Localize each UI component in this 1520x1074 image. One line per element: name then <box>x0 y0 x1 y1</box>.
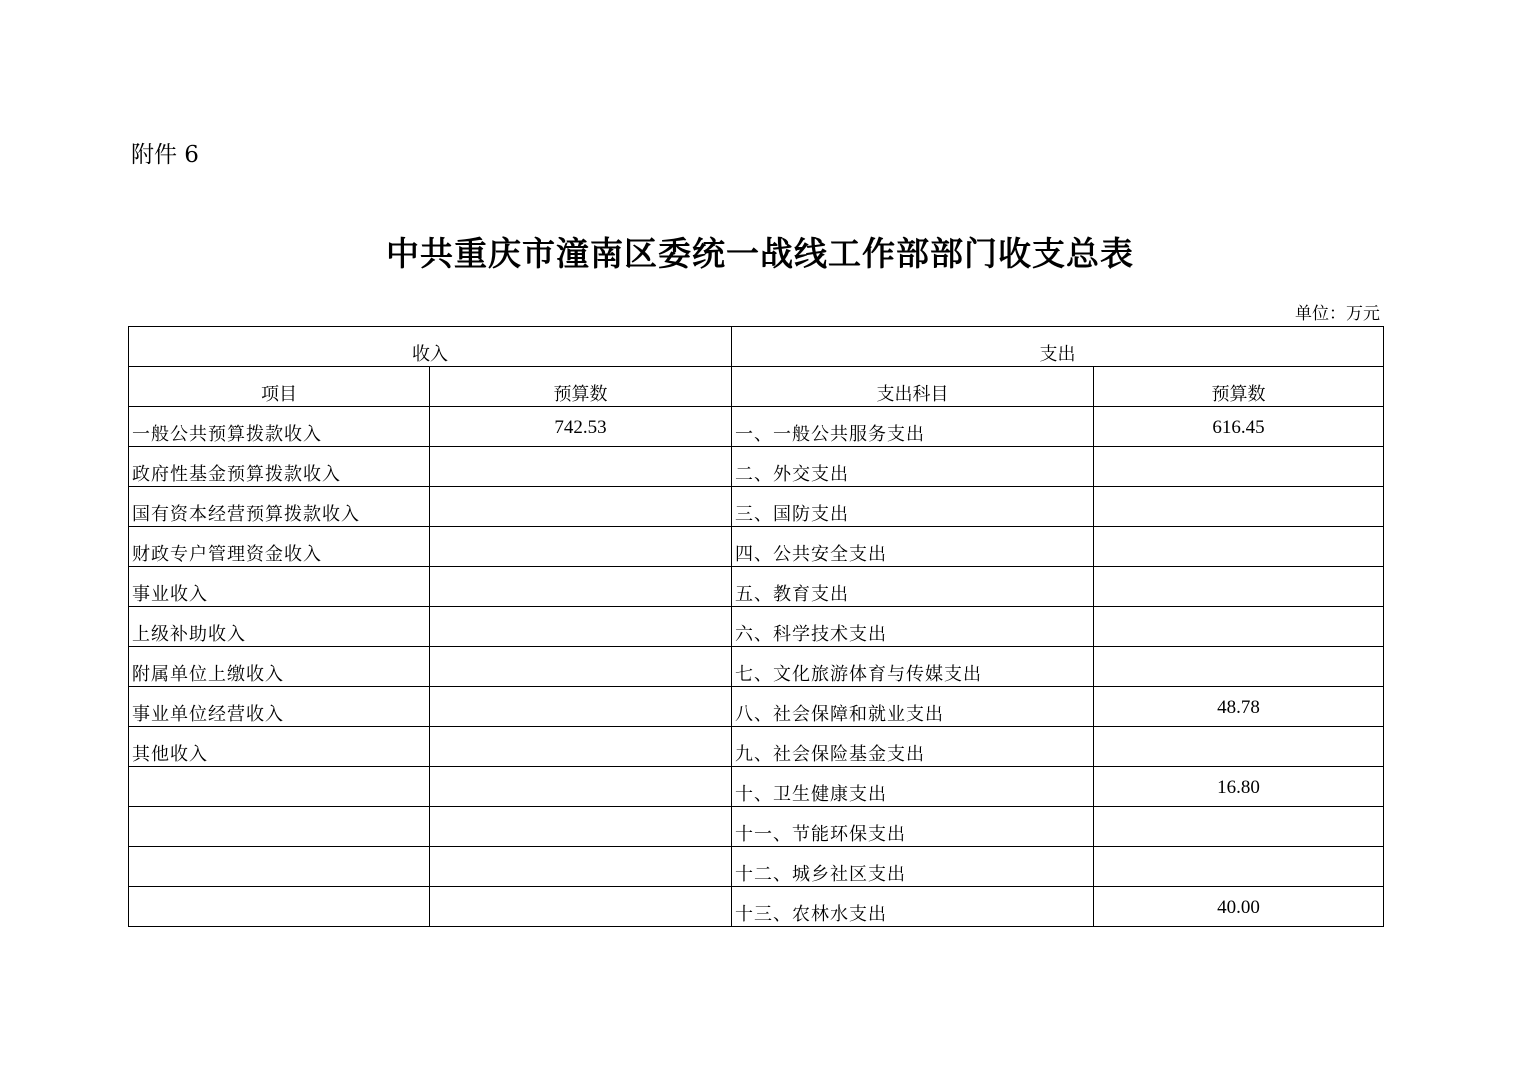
expense-amount-cell: 16.80 <box>1094 767 1384 807</box>
expense-amount-cell <box>1094 647 1384 687</box>
expense-item-cell: 五、教育支出 <box>732 567 1094 607</box>
expense-amount-cell: 40.00 <box>1094 887 1384 927</box>
item-header: 项目 <box>129 367 430 407</box>
income-item-cell: 国有资本经营预算拨款收入 <box>129 487 430 527</box>
expense-item-cell: 一、一般公共服务支出 <box>732 407 1094 447</box>
page-title: 中共重庆市潼南区委统一战线工作部部门收支总表 <box>386 234 1134 273</box>
expense-amount-cell <box>1094 527 1384 567</box>
table-row <box>129 447 1384 487</box>
table-row <box>129 887 1384 927</box>
expense-amount-cell <box>1094 487 1384 527</box>
expense-amount-cell <box>1094 567 1384 607</box>
expense-item-cell: 六、科学技术支出 <box>732 607 1094 647</box>
table-row <box>129 647 1384 687</box>
income-item-cell: 事业收入 <box>129 567 430 607</box>
income-item-cell: 上级补助收入 <box>129 607 430 647</box>
income-item-cell: 一般公共预算拨款收入 <box>129 407 430 447</box>
income-amount-cell <box>430 687 732 727</box>
income-amount-cell <box>430 767 732 807</box>
expense-amount-cell <box>1094 607 1384 647</box>
income-item-cell: 附属单位上缴收入 <box>129 647 430 687</box>
table-row <box>129 567 1384 607</box>
expense-item-cell: 四、公共安全支出 <box>732 527 1094 567</box>
income-amount-cell <box>430 607 732 647</box>
income-item-cell: 事业单位经营收入 <box>129 687 430 727</box>
expense-amount-cell <box>1094 727 1384 767</box>
expense-amount-cell <box>1094 807 1384 847</box>
table-row <box>129 767 1384 807</box>
expense-item-cell: 三、国防支出 <box>732 487 1094 527</box>
income-item-cell <box>129 847 430 887</box>
expense-subject-header: 支出科目 <box>732 367 1094 407</box>
table-row <box>129 607 1384 647</box>
income-amount-cell <box>430 447 732 487</box>
budget-summary-table <box>128 326 1384 927</box>
income-item-cell <box>129 807 430 847</box>
table-row <box>129 727 1384 767</box>
income-amount-cell <box>430 567 732 607</box>
expense-amount-cell <box>1094 447 1384 487</box>
expense-item-cell: 七、文化旅游体育与传媒支出 <box>732 647 1094 687</box>
income-item-cell <box>129 767 430 807</box>
attachment-label: 附件 6 <box>131 142 199 168</box>
table-row <box>129 807 1384 847</box>
income-amount-cell <box>430 847 732 887</box>
income-amount-cell <box>430 807 732 847</box>
income-amount-cell: 742.53 <box>430 407 732 447</box>
header-row-groups <box>129 327 1384 367</box>
income-budget-header: 预算数 <box>430 367 732 407</box>
income-amount-cell <box>430 487 732 527</box>
table-row <box>129 407 1384 447</box>
income-amount-cell <box>430 647 732 687</box>
expense-item-cell: 八、社会保障和就业支出 <box>732 687 1094 727</box>
expense-amount-cell: 48.78 <box>1094 687 1384 727</box>
expense-header: 支出 <box>732 327 1384 367</box>
expense-item-cell: 十三、农林水支出 <box>732 887 1094 927</box>
income-item-cell: 政府性基金预算拨款收入 <box>129 447 430 487</box>
table-row <box>129 687 1384 727</box>
income-header: 收入 <box>129 327 732 367</box>
income-item-cell: 其他收入 <box>129 727 430 767</box>
expense-item-cell: 十、卫生健康支出 <box>732 767 1094 807</box>
income-amount-cell <box>430 887 732 927</box>
table-row <box>129 847 1384 887</box>
header-row-columns <box>129 367 1384 407</box>
expense-item-cell: 九、社会保险基金支出 <box>732 727 1094 767</box>
income-item-cell: 财政专户管理资金收入 <box>129 527 430 567</box>
table-row <box>129 487 1384 527</box>
income-amount-cell <box>430 727 732 767</box>
expense-amount-cell: 616.45 <box>1094 407 1384 447</box>
income-amount-cell <box>430 527 732 567</box>
expense-amount-cell <box>1094 847 1384 887</box>
income-item-cell <box>129 887 430 927</box>
expense-budget-header: 预算数 <box>1094 367 1384 407</box>
expense-item-cell: 十二、城乡社区支出 <box>732 847 1094 887</box>
unit-label: 单位：万元 <box>1295 304 1380 324</box>
expense-item-cell: 二、外交支出 <box>732 447 1094 487</box>
table-row <box>129 527 1384 567</box>
expense-item-cell: 十一、节能环保支出 <box>732 807 1094 847</box>
